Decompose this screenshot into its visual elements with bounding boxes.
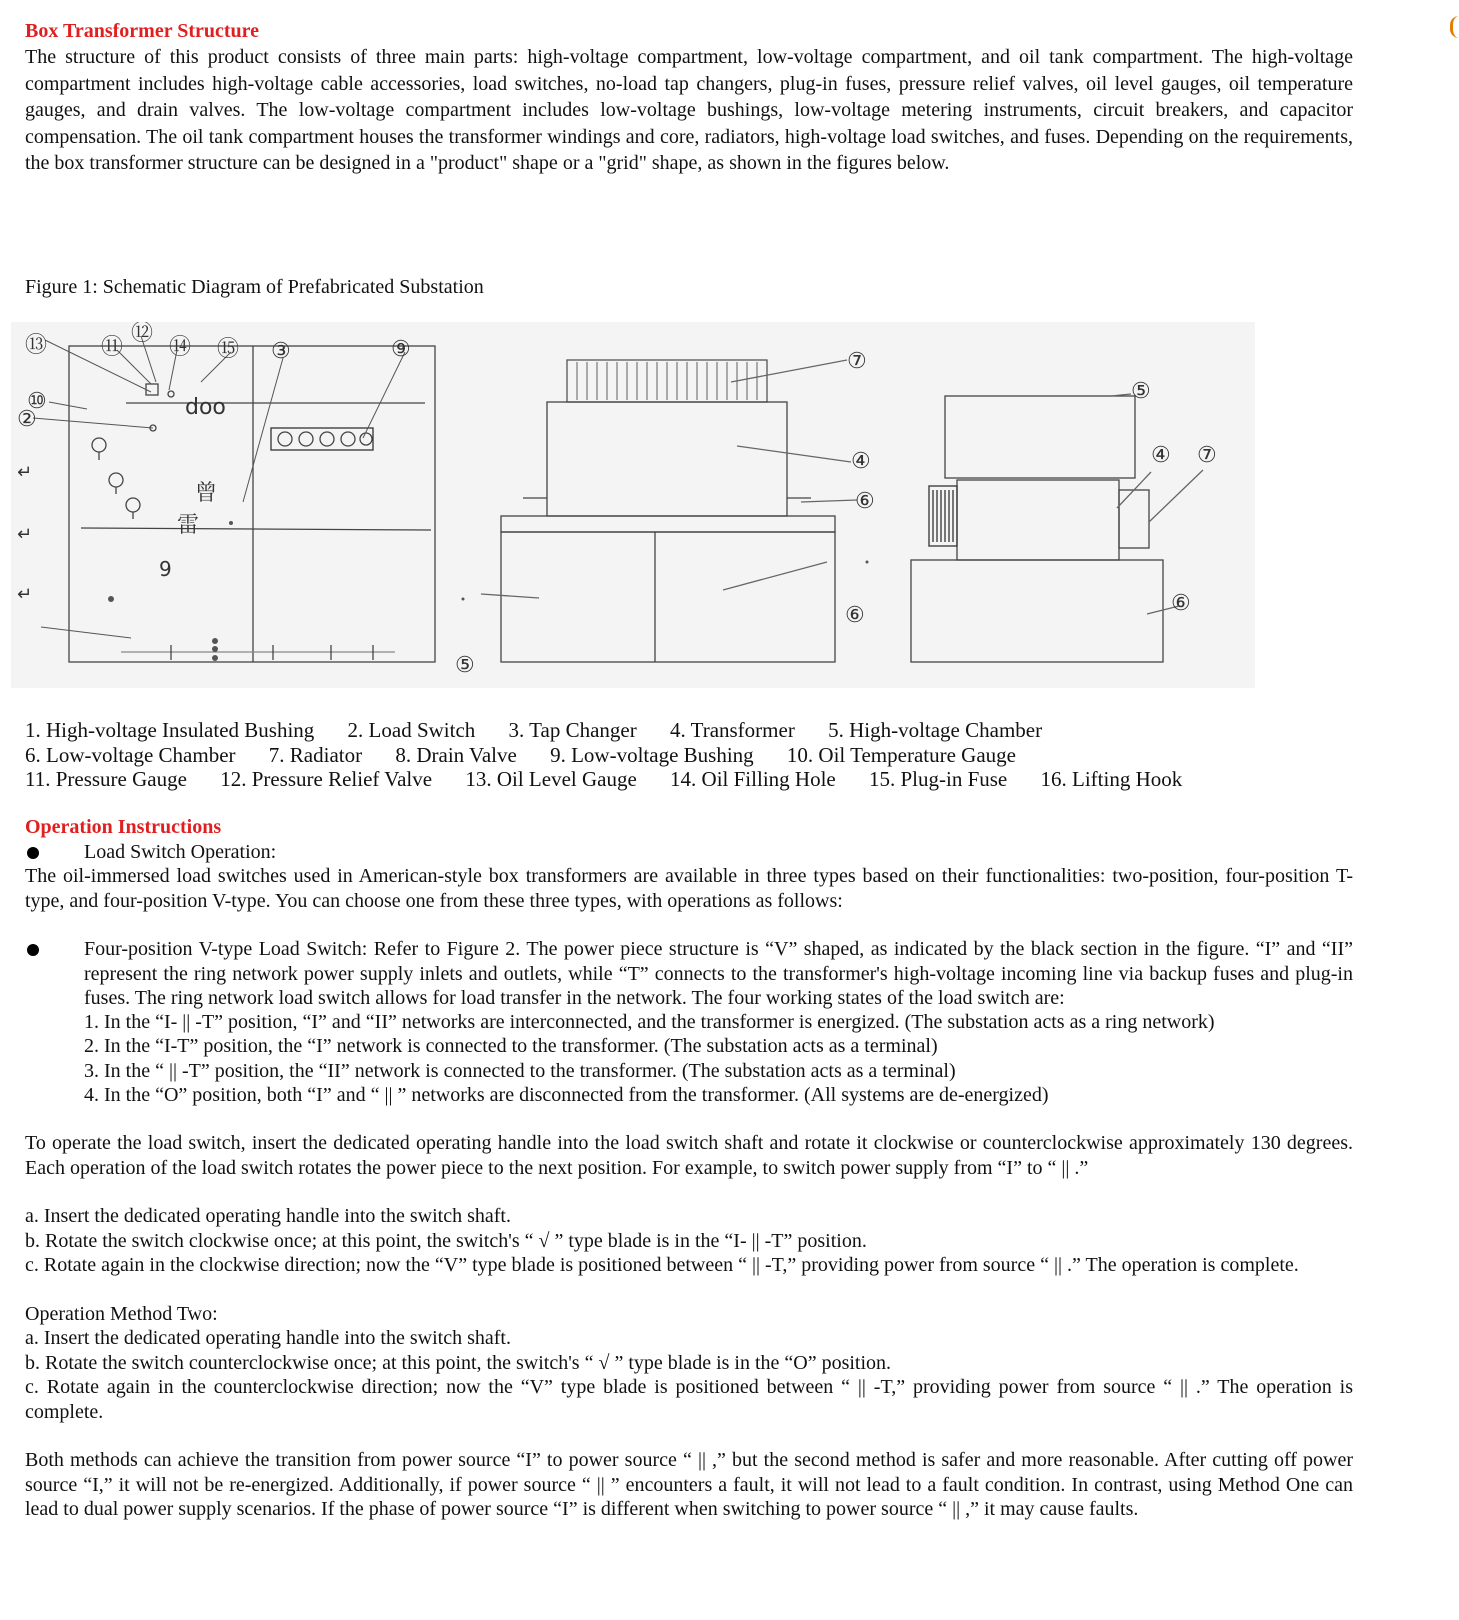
legend-item: 7. Radiator: [268, 742, 363, 767]
operate-paragraph: To operate the load switch, insert the dedicated operating handle into the load switch shaft and rotate it clockwise or counterclockwise approximately 130 degrees. Each operation of the load switch rotates the power piece to the next position. For example, to switch power supply from “I” to “ || .”: [25, 1132, 1353, 1179]
state-item: 2. In the “I-T” position, the “I” network is connected to the transformer. (The substation acts as a terminal): [84, 1035, 938, 1058]
callout-5a: ⑤: [455, 652, 475, 677]
step-item: c. Rotate again in the clockwise direction; now the “V” type blade is positioned between “ || -T,” providing power from source “ || .” The operation is complete.: [25, 1254, 1299, 1277]
figure-caption: Figure 1: Schematic Diagram of Prefabricated Substation: [25, 276, 484, 298]
figure-legend: [25, 718, 1210, 792]
return-mark-2: ↵: [17, 524, 33, 545]
method-two-steps: [25, 1302, 1353, 1425]
structure-paragraph: The structure of this product consists of three main parts: high-voltage compartment, low-voltage compartment, and oil tank compartment. The high-voltage compartment includes high-voltage cable accessories, load switches, no-load tap changers, plug-in fuses, pressure relief valves, oil level gauges, oil temperature gauges, and drain valves. The low-voltage compartment includes low-voltage bushings, low-voltage metering instruments, circuit breakers, and capacitor compensation. The oil tank compartment houses the transformer windings and core, radiators, high-voltage load switches, and fuses. Depending on the requirements, the box transformer structure can be designed in a "product" shape or a "grid" shape, as shown in the figures below.: [25, 46, 1353, 174]
legend-item: 8. Drain Valve: [395, 742, 517, 767]
side-view-b: [911, 394, 1203, 662]
callout-3: ③: [271, 338, 291, 363]
callout-6c: ⑥: [1171, 590, 1191, 615]
legend-item: 15. Plug-in Fuse: [868, 767, 1008, 791]
step-item: c. Rotate again in the counterclockwise direction; now the “V” type blade is positioned between “ || -T,” providing power from source “ || .” The operation is complete.: [25, 1376, 1353, 1423]
page-edge-marker: [1450, 16, 1459, 38]
callout-13: ⑬: [25, 332, 48, 357]
callout-7a: ⑦: [847, 348, 867, 373]
callout-9: ⑨: [391, 336, 411, 361]
side-view-a: [481, 360, 857, 662]
legend-item: 1. High-voltage Insulated Bushing: [25, 718, 315, 742]
legend-row-1: [25, 718, 1210, 743]
legend-item: 10. Oil Temperature Gauge: [786, 742, 1016, 767]
low-voltage-bushing-row: [271, 428, 373, 450]
bullet-load-switch-operation: [25, 840, 1353, 864]
callout-11: ⑪: [101, 334, 124, 359]
state-item: 4. In the “O” position, both “I” and “ || ” networks are disconnected from the transformer. (All systems are de-energized): [84, 1084, 1049, 1107]
state-item: 1. In the “I- || -T” position, “I” and “II” networks are interconnected, and the transformer is energized. (The substation acts as a ring network): [84, 1011, 1215, 1034]
state-item: 3. In the “ || -T” position, the “II” network is connected to the transformer. (The substation acts as a terminal): [84, 1059, 956, 1082]
callout-4b: ④: [1151, 442, 1171, 467]
legend-item: 11. Pressure Gauge: [25, 767, 187, 791]
step-item: b. Rotate the switch clockwise once; at this point, the switch's “ √ ” type blade is in the “I- || -T” position.: [25, 1229, 867, 1252]
document-page: [17, 18, 1353, 1521]
legend-row-3: [25, 767, 1210, 792]
nine-label: 9: [159, 557, 172, 581]
char-label-1: 曾: [195, 481, 218, 506]
legend-item: 13. Oil Level Gauge: [465, 767, 637, 791]
schematic-svg: [11, 322, 1255, 688]
callout-7b: ⑦: [1197, 442, 1217, 467]
return-mark-1: ↵: [17, 462, 33, 483]
callout-14: ⑭: [169, 334, 192, 359]
substation-schematic: [11, 322, 1255, 688]
callout-12: ⑫: [131, 322, 154, 345]
legend-item: 9. Low-voltage Bushing: [550, 742, 754, 767]
legend-item: 5. High-voltage Chamber: [828, 718, 1043, 742]
front-view-shelf: [81, 528, 431, 530]
bullet-v-type-switch: [25, 937, 1353, 1107]
bullet-icon: [27, 847, 39, 859]
callout-6a: ⑥: [855, 488, 875, 513]
misc-marks: [108, 521, 869, 661]
legend-item: 16. Lifting Hook: [1040, 767, 1183, 791]
legend-item: 14. Oil Filling Hole: [670, 767, 836, 791]
callout-4a: ④: [851, 448, 871, 473]
operation-instructions: [25, 814, 1353, 1522]
bullet-icon: [27, 944, 39, 956]
step-item: b. Rotate the switch counterclockwise once; at this point, the switch's “ √ ” type blade is in the “O” position.: [25, 1351, 892, 1374]
gauge-group: [92, 438, 140, 519]
callout-10: ⑩: [27, 388, 47, 413]
callout-5b: ⑤: [1131, 378, 1151, 403]
intro-paragraph: The oil-immersed load switches used in American-style box transformers are available in three types based on their functionalities: two-position, four-position T-type, and four-position V-type. You can choose one from these three types, with operations as follows:: [25, 865, 1353, 912]
fill-hole: [168, 391, 174, 397]
callout-6b: ⑥: [845, 602, 865, 627]
inner-labels: [17, 395, 226, 605]
front-view-outline: [69, 346, 435, 662]
legend-item: 2. Load Switch: [347, 718, 476, 742]
step-item: a. Insert the dedicated operating handle into the switch shaft.: [25, 1205, 511, 1228]
section-heading-structure: Box Transformer Structure: [25, 20, 260, 42]
legend-item: 3. Tap Changer: [508, 718, 637, 742]
pressure-gauge-box: [146, 384, 158, 395]
legend-row-2: [25, 743, 1210, 768]
working-states-list: [84, 1010, 1353, 1107]
callout-15: ⑮: [217, 336, 240, 361]
conclusion-paragraph: Both methods can achieve the transition from power source “I” to power source “ || ,” but the second method is safer and more reasonable. After cutting off power source “I,” it will not be re-energized. Additionally, if power source “ || ” encounters a fault, it will not lead to a fault condition. In contrast, using Method One can lead to dual power supply scenarios. If the phase of power source “I” is different when switching to power source “ || ,” it may cause faults.: [25, 1449, 1353, 1521]
legend-item: 4. Transformer: [669, 718, 795, 742]
section-heading-operation: Operation Instructions: [25, 816, 222, 838]
legend-item: 6. Low-voltage Chamber: [25, 742, 236, 767]
door-label: doo: [185, 395, 226, 420]
method-two-title: Operation Method Two:: [25, 1302, 218, 1325]
method-one-steps: [25, 1204, 1353, 1278]
bullet-text: Four-position V-type Load Switch: Refer to Figure 2. The power piece structure is “V” shaped, as indicated by the black section in the figure. “I” and “II” represent the ring network power supply inlets and outlets, while “T” connects to the transformer's high-voltage incoming line via backup fuses and plug-in fuses. The ring network load switch allows for load transfer in the network. The four working states of the load switch are:: [84, 938, 1353, 1009]
return-mark-3: ↵: [17, 584, 33, 605]
char-label-2: 雷: [177, 513, 200, 538]
legend-item: 12. Pressure Relief Valve: [220, 767, 433, 791]
step-item: a. Insert the dedicated operating handle into the switch shaft.: [25, 1327, 511, 1350]
callout-2: ②: [17, 406, 37, 431]
front-leader-lines: [33, 336, 405, 638]
bullet-text: Load Switch Operation:: [84, 841, 277, 863]
